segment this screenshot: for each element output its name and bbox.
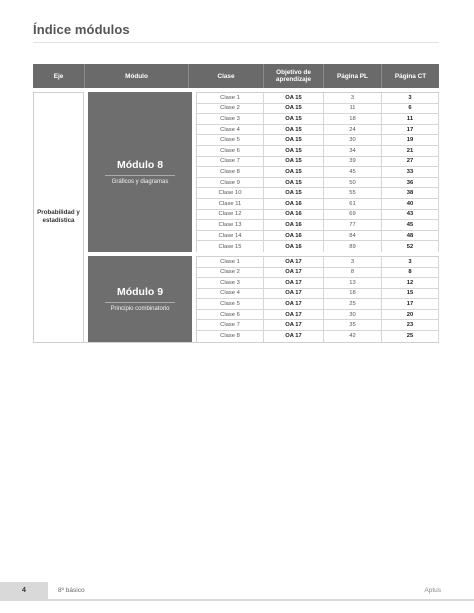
header-objetivo: Objetivo de aprendizaje: [264, 64, 324, 88]
pagina-ct-cell: 33: [382, 167, 439, 177]
clase-cell: Clase 7: [197, 157, 264, 167]
pagina-ct-cell: 36: [382, 178, 439, 188]
clase-cell: Clase 5: [197, 299, 264, 309]
table-row: [197, 104, 439, 115]
clase-cell: Clase 11: [197, 199, 264, 209]
pagina-pl-cell: 18: [324, 289, 382, 299]
table-row: [197, 231, 439, 242]
pagina-ct-cell: 17: [382, 125, 439, 135]
pagina-pl-cell: 18: [324, 114, 382, 124]
table-row: [197, 278, 439, 289]
pagina-pl-cell: 89: [324, 241, 382, 252]
pagina-ct-cell: 15: [382, 289, 439, 299]
module-name: Módulo 9: [116, 285, 164, 298]
pagina-pl-cell: 34: [324, 146, 382, 156]
pagina-ct-cell: 8: [382, 268, 439, 278]
pagina-ct-cell: 3: [382, 93, 439, 103]
table-row: [197, 320, 439, 331]
clase-cell: Clase 10: [197, 188, 264, 198]
header-pagina-ct: Página CT: [394, 72, 427, 80]
oa-cell: OA 17: [264, 257, 324, 267]
pagina-ct-cell: 40: [382, 199, 439, 209]
pagina-pl-cell: 25: [324, 299, 382, 309]
table-row: [197, 114, 439, 125]
pagina-pl-cell: 3: [324, 257, 382, 267]
table-row: [197, 331, 439, 342]
oa-cell: OA 15: [264, 125, 324, 135]
table-row: [197, 210, 439, 221]
module-cell: [88, 92, 192, 252]
module-divider: [105, 175, 175, 176]
oa-cell: OA 17: [264, 278, 324, 288]
table-row: [197, 241, 439, 252]
pagina-ct-cell: 52: [382, 241, 439, 252]
table-row: [197, 257, 439, 268]
clase-cell: Clase 3: [197, 114, 264, 124]
oa-cell: OA 15: [264, 188, 324, 198]
module-rows: [196, 92, 439, 252]
oa-cell: OA 17: [264, 268, 324, 278]
module-subtitle: Gráficos y diagramas: [111, 178, 169, 185]
header-eje: Eje: [33, 64, 85, 88]
clase-cell: Clase 4: [197, 289, 264, 299]
clase-cell: Clase 2: [197, 104, 264, 114]
table-row: [197, 135, 439, 146]
oa-cell: OA 15: [264, 146, 324, 156]
footer-grade: 8º básico: [58, 587, 85, 594]
footer-brand: Aptus: [424, 587, 441, 594]
pagina-pl-cell: 30: [324, 310, 382, 320]
pagina-ct-cell: 11: [382, 114, 439, 124]
table-row: [197, 188, 439, 199]
pagina-ct-cell: 12: [382, 278, 439, 288]
pagina-pl-cell: 8: [324, 268, 382, 278]
clase-cell: Clase 5: [197, 135, 264, 145]
pagina-pl-cell: 50: [324, 178, 382, 188]
table-body: [33, 92, 439, 343]
oa-cell: OA 15: [264, 167, 324, 177]
title-divider: [33, 42, 439, 43]
table-row: [197, 268, 439, 279]
pagina-pl-cell: 3: [324, 93, 382, 103]
table-row: [197, 167, 439, 178]
oa-cell: OA 16: [264, 241, 324, 252]
eje-cell: Probabilidad y estadística: [33, 92, 84, 342]
clase-cell: Clase 13: [197, 220, 264, 230]
pagina-ct-cell: 17: [382, 299, 439, 309]
pagina-pl-cell: 55: [324, 188, 382, 198]
table-row: [197, 199, 439, 210]
clase-cell: Clase 14: [197, 231, 264, 241]
clase-cell: Clase 4: [197, 125, 264, 135]
oa-cell: OA 15: [264, 178, 324, 188]
page-title: Índice módulos: [33, 22, 130, 37]
pagina-pl-cell: 42: [324, 331, 382, 342]
clase-cell: Clase 1: [197, 257, 264, 267]
oa-cell: OA 16: [264, 231, 324, 241]
module-rows: [196, 256, 439, 342]
pagina-pl-cell: 11: [324, 104, 382, 114]
oa-cell: OA 17: [264, 331, 324, 342]
clase-cell: Clase 12: [197, 210, 264, 220]
pagina-pl-cell: 61: [324, 199, 382, 209]
table-row: [197, 93, 439, 104]
table-row: [197, 299, 439, 310]
table-row: [197, 146, 439, 157]
module-block: [84, 256, 439, 342]
table-header: [33, 64, 439, 88]
clase-cell: Clase 6: [197, 146, 264, 156]
pagina-ct-cell: 23: [382, 320, 439, 330]
pagina-pl-cell: 13: [324, 278, 382, 288]
oa-cell: OA 17: [264, 310, 324, 320]
pagina-pl-cell: 39: [324, 157, 382, 167]
oa-cell: OA 17: [264, 289, 324, 299]
pagina-ct-cell: 48: [382, 231, 439, 241]
pagina-pl-cell: 77: [324, 220, 382, 230]
module-cell: [88, 256, 192, 342]
header-modulo: Módulo: [85, 64, 189, 88]
pagina-pl-cell: 35: [324, 320, 382, 330]
pagina-ct-cell: 6: [382, 104, 439, 114]
pagina-ct-cell: 3: [382, 257, 439, 267]
modules-list: [84, 92, 439, 342]
clase-cell: Clase 8: [197, 167, 264, 177]
table-row: [197, 289, 439, 300]
oa-cell: OA 15: [264, 93, 324, 103]
clase-cell: Clase 8: [197, 331, 264, 342]
pagina-ct-cell: 43: [382, 210, 439, 220]
module-subtitle: Principio combinatorio: [110, 305, 170, 312]
pagina-pl-cell: 24: [324, 125, 382, 135]
modules-index-table: [33, 64, 439, 343]
header-pagina-pl: Página PL: [324, 64, 382, 88]
pagina-pl-cell: 45: [324, 167, 382, 177]
clase-cell: Clase 3: [197, 278, 264, 288]
pagina-ct-cell: 25: [382, 331, 439, 342]
oa-cell: OA 17: [264, 299, 324, 309]
module-block: [84, 92, 439, 252]
clase-cell: Clase 6: [197, 310, 264, 320]
oa-cell: OA 15: [264, 104, 324, 114]
clase-cell: Clase 7: [197, 320, 264, 330]
clase-cell: Clase 1: [197, 93, 264, 103]
oa-cell: OA 16: [264, 199, 324, 209]
pagina-pl-cell: 84: [324, 231, 382, 241]
table-row: [197, 157, 439, 168]
clase-cell: Clase 15: [197, 241, 264, 252]
pagina-ct-cell: 38: [382, 188, 439, 198]
table-row: [197, 310, 439, 321]
pagina-ct-cell: 45: [382, 220, 439, 230]
oa-cell: OA 15: [264, 135, 324, 145]
oa-cell: OA 16: [264, 220, 324, 230]
footer-rule: [0, 599, 474, 601]
clase-cell: Clase 9: [197, 178, 264, 188]
pagina-pl-cell: 69: [324, 210, 382, 220]
header-clase: Clase: [189, 64, 264, 88]
oa-cell: OA 15: [264, 157, 324, 167]
oa-cell: OA 16: [264, 210, 324, 220]
pagina-ct-cell: 21: [382, 146, 439, 156]
table-row: [197, 220, 439, 231]
pagina-ct-cell: 27: [382, 157, 439, 167]
module-name: Módulo 8: [116, 158, 164, 171]
pagina-ct-cell: 20: [382, 310, 439, 320]
clase-cell: Clase 2: [197, 268, 264, 278]
oa-cell: OA 15: [264, 114, 324, 124]
pagina-ct-cell: 19: [382, 135, 439, 145]
table-row: [197, 178, 439, 189]
module-divider: [105, 302, 175, 303]
pagina-pl-cell: 30: [324, 135, 382, 145]
table-row: [197, 125, 439, 136]
page-number: 4: [0, 582, 48, 599]
oa-cell: OA 17: [264, 320, 324, 330]
